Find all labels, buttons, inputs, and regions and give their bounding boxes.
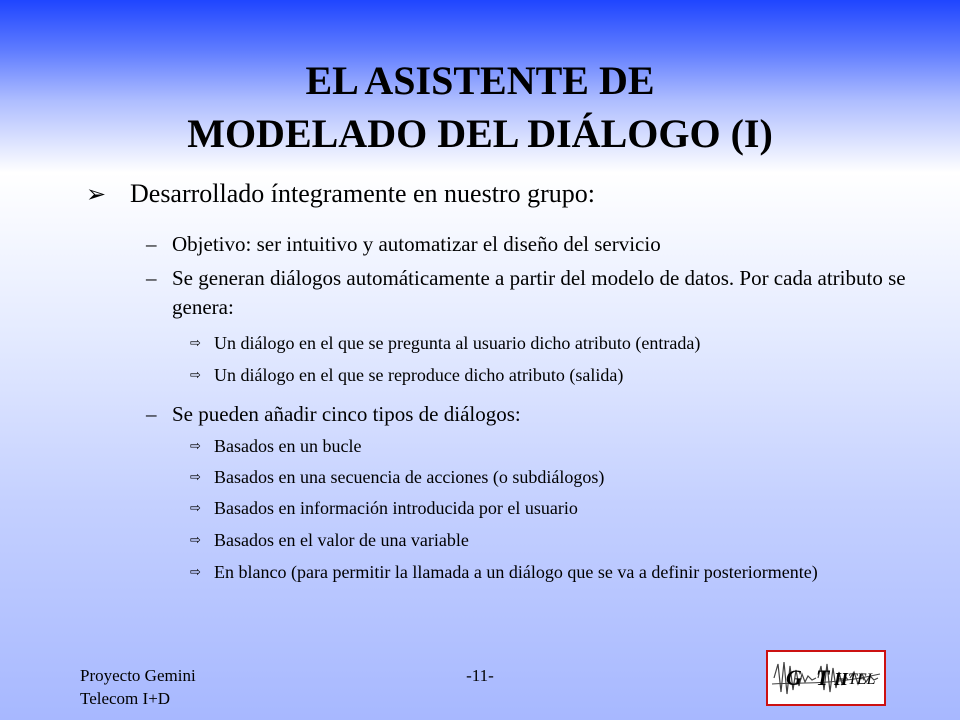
sub-list-item-text: Basados en el valor de una variable: [214, 530, 469, 550]
list-item-text: Se generan diálogos automáticamente a partir del modelo de datos. Por cada atributo se genera:: [172, 266, 906, 319]
sub-list-item-text: Un diálogo en el que se reproduce dicho atributo (salida): [214, 365, 624, 385]
dash-bullet: –: [146, 232, 157, 256]
arrow-bullet-icon: ➢: [86, 180, 107, 208]
svg-text:TEL: TEL: [848, 671, 876, 688]
hollow-arrow-icon: ⇨: [190, 565, 201, 580]
hollow-arrow-icon: ⇨: [190, 501, 201, 516]
slide-title-line-1: EL ASISTENTE DE: [305, 58, 655, 103]
main-bullet: [86, 178, 595, 210]
svg-text:T: T: [816, 665, 830, 690]
logo-text: G: [786, 665, 802, 690]
hollow-arrow-icon: ⇨: [190, 533, 201, 548]
gthtel-logo-graphic: [768, 652, 884, 704]
dash-bullet: –: [146, 266, 157, 290]
slide-title-line-2: MODELADO DEL DIÁLOGO (I): [187, 111, 773, 156]
hollow-arrow-icon: ⇨: [190, 336, 201, 351]
sub-list-item-text: En blanco (para permitir la llamada a un diálogo que se va a definir posteriormente): [214, 562, 818, 582]
hollow-arrow-icon: ⇨: [190, 368, 201, 383]
list-item-text: Se pueden añadir cinco tipos de diálogos:: [172, 402, 521, 426]
gthtel-logo: [766, 650, 886, 706]
footer-department: Telecom I+D: [80, 689, 171, 708]
page-number: -11-: [466, 666, 494, 685]
sub-list-item-text: Basados en un bucle: [214, 436, 362, 456]
footer-project-name: Proyecto Gemini: [80, 666, 196, 685]
hollow-arrow-icon: ⇨: [190, 470, 201, 485]
list-item-text: Objetivo: ser intuitivo y automatizar el diseño del servicio: [172, 232, 661, 256]
dash-bullet: –: [146, 402, 157, 426]
sub-list-item-text: Basados en una secuencia de acciones (o subdiálogos): [214, 467, 605, 487]
main-bullet-text: Desarrollado íntegramente en nuestro grupo:: [130, 179, 595, 208]
svg-text:H: H: [834, 669, 849, 689]
sub-list-item-text: Basados en información introducida por el usuario: [214, 498, 578, 518]
sub-list-item-text: Un diálogo en el que se pregunta al usuario dicho atributo (entrada): [214, 333, 701, 353]
hollow-arrow-icon: ⇨: [190, 439, 201, 454]
